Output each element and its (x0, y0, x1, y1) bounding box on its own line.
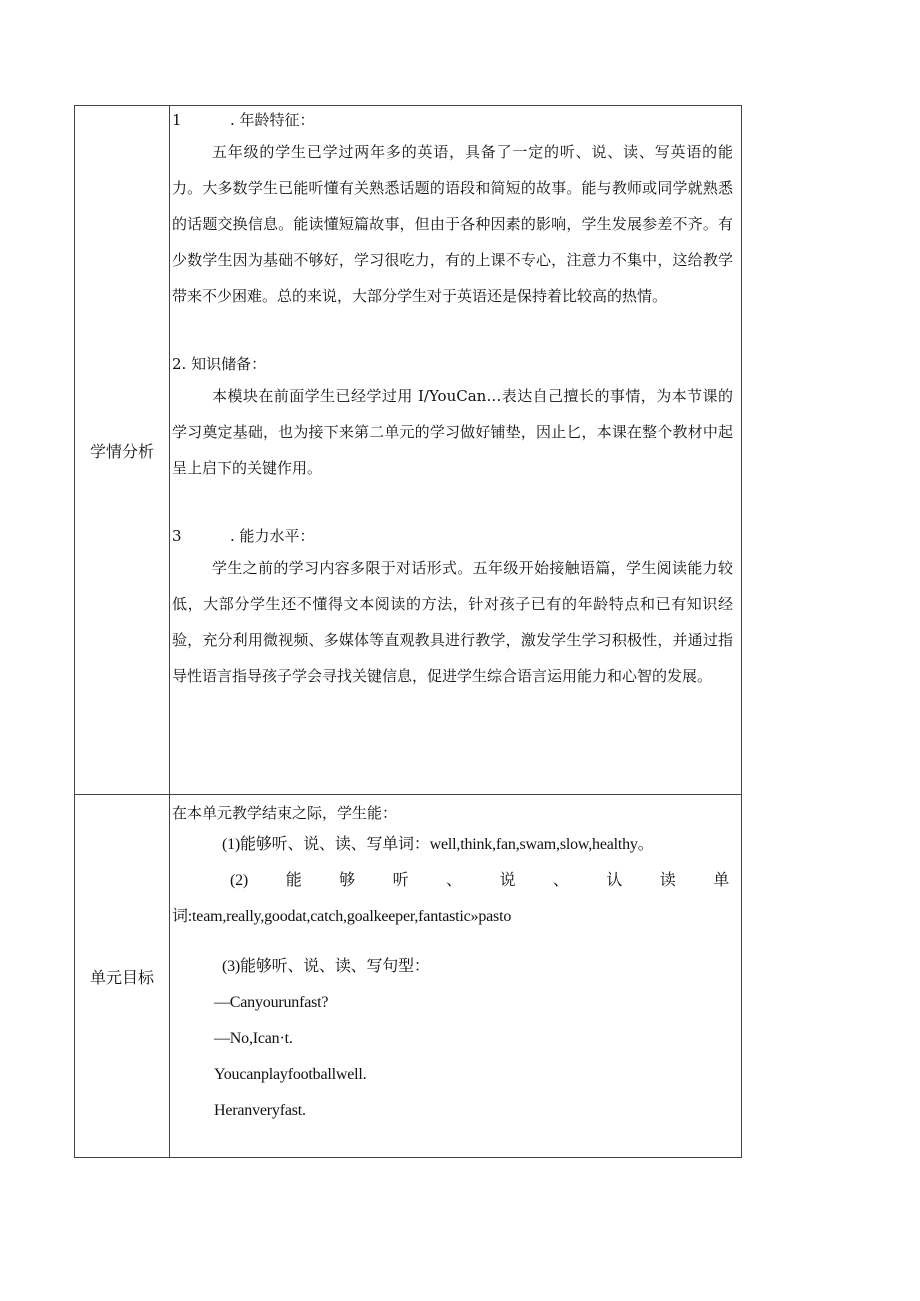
sentence-pattern: —Canyourunfast? (214, 994, 329, 1011)
lesson-plan-table (74, 105, 742, 1158)
analysis-label: 学情分析 (75, 106, 170, 795)
section-number: 1 (172, 111, 182, 129)
section-heading-2 (170, 354, 733, 374)
goal-item-2-word: 说 (499, 872, 516, 889)
goals-content (170, 795, 742, 1158)
goal-item-2-word: 够 (339, 872, 355, 889)
goal-item-2-word: (2) (230, 872, 249, 889)
goal-item-2 (170, 863, 733, 899)
goal-item-2-continued: 词:team,really,goodat,catch,goalkeeper,fantastic»pasto (172, 908, 512, 925)
section-title: . 年龄特征： (230, 111, 315, 129)
section-number: 3 (172, 527, 182, 545)
goal-item-1: (1)能够听、说、读、写单词：well,think,fan,swam,slow,healthy。 (222, 836, 654, 853)
goal-item-2-word: 、 (446, 872, 462, 889)
section-number: 2. (172, 355, 187, 373)
sentence-pattern: Youcanplayfootballwell. (214, 1066, 367, 1083)
section-heading-3 (170, 526, 733, 546)
section-heading-1 (170, 110, 733, 130)
goal-item-3: (3)能够听、说、读、写句型： (222, 958, 430, 975)
section-title: 知识储备： (191, 355, 267, 373)
goal-item-2-word: 读 (659, 872, 676, 889)
goal-item-2-word: 、 (552, 872, 569, 889)
section-text-ability: 学生之前的学习内容多限于对话形式。五年级开始接触语篇，学生阅读能力较低，大部分学生还不懂得文本阅读的方法，针对孩子已有的年龄特点和已有知识经验，充分利用微视频、多媒体等直观教具进行教学，激发学生学习积极性，并通过指导性语言指导孩子学会寻找关键信息，促进学生综合语言运用能力和心智的发展。 (172, 559, 733, 685)
analysis-content (170, 106, 742, 795)
goals-label: 单元目标 (75, 795, 170, 1158)
sentence-pattern: Heranveryfast. (214, 1102, 306, 1119)
goals-row (75, 795, 742, 1158)
section-text-knowledge: 本模块在前面学生已经学过用 I/YouCan…表达自己擅长的事情，为本节课的学习奠定基础，也为接下来第二单元的学习做好铺垫，因止匕，本课在整个教材中起呈上启下的关键作用。 (172, 387, 733, 477)
section-text-age: 五年级的学生已学过两年多的英语，具备了一定的听、说、读、写英语的能力。大多数学生已能听懂有关熟悉话题的语段和简短的故事。能与教师或同学就熟悉的话题交换信息。能读懂短篇故事，但由于各种因素的影响，学生发展参差不齐。有少数学生因为基础不够好，学习很吃力，有的上课不专心，注意力不集中，这给教学带来不少困难。总的来说，大部分学生对于英语还是保持着比较高的热情。 (172, 143, 733, 305)
goal-item-2-word: 认 (606, 872, 623, 889)
analysis-row (75, 106, 742, 795)
sentence-pattern: —No,Ican·t. (214, 1030, 293, 1047)
goals-intro: 在本单元教学结束之际，学生能： (172, 804, 398, 822)
goal-item-2-word: 听 (392, 872, 409, 889)
goal-item-2-word: 能 (285, 872, 302, 889)
goal-item-2-word: 单 (713, 872, 729, 889)
section-title: . 能力水平： (230, 527, 315, 545)
